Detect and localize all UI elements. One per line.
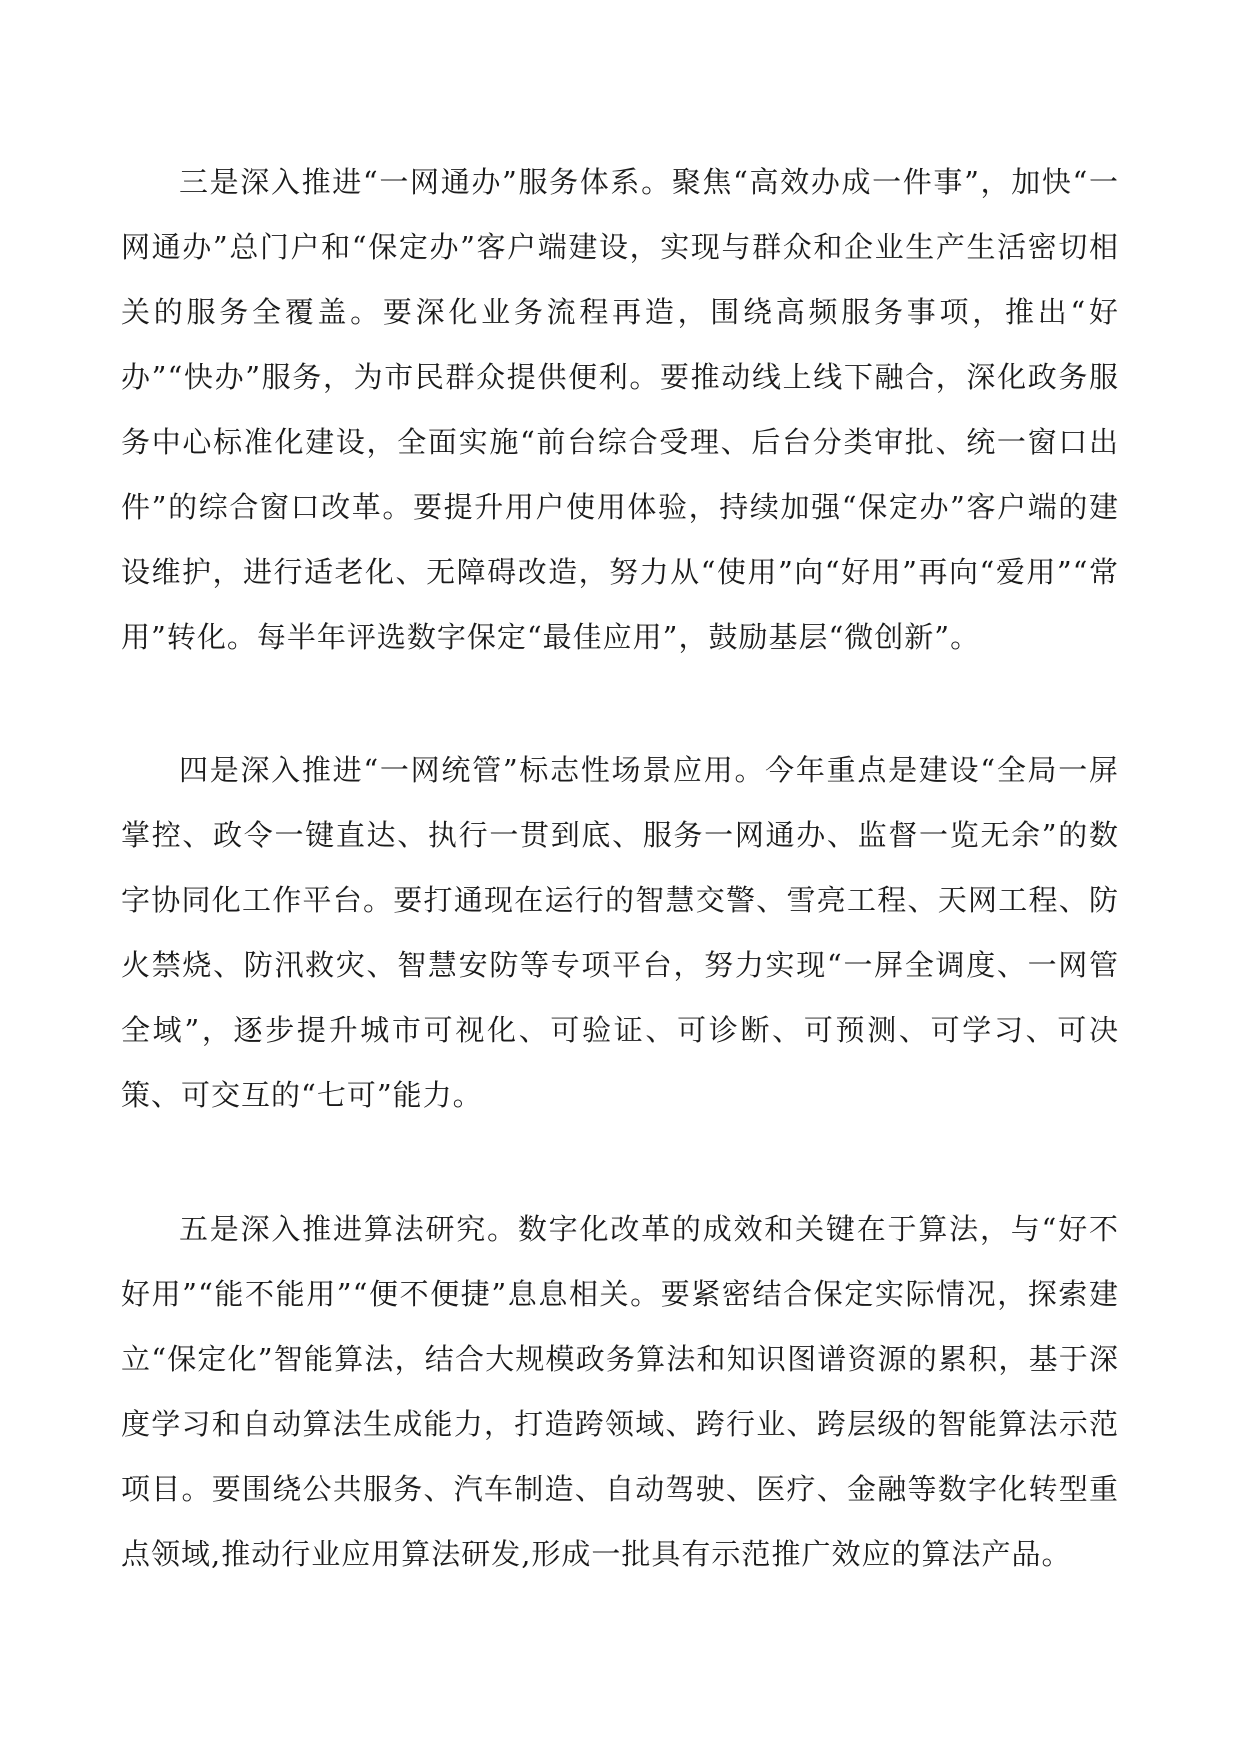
paragraph-one-network-service: 三是深入推进“一网通办”服务体系。聚焦“高效办成一件事”，加快“一网通办”总门户和“保定办”客户端建设，实现与群众和企业生产生活密切相关的服务全覆盖。要深化业务流程再造，围绕高频服务事项，推出“好办”“快办”服务，为市民群众提供便利。要推动线上线下融合，深化政务服务中心标准化建设，全面实施“前台综合受理、后台分类审批、统一窗口出件”的综合窗口改革。要提升用户使用体验，持续加强“保定办”客户端的建设维护，进行适老化、无障碍改造，努力从“使用”向“好用”再向“爱用”“常用”转化。每半年评选数字保定“最佳应用”，鼓励基层“微创新”。 [121,165,1119,654]
paragraph-one-network-management: 四是深入推进“一网统管”标志性场景应用。今年重点是建设“全局一屏掌控、政令一键直达、执行一贯到底、服务一网通办、监督一览无余”的数字协同化工作平台。要打通现在运行的智慧交警、雪亮工程、天网工程、防火禁烧、防汛救灾、智慧安防等专项平台，努力实现“一屏全调度、一网管全域”，逐步提升城市可视化、可验证、可诊断、可预测、可学习、可决策、可交互的“七可”能力。 [121,753,1119,1112]
paragraph-algorithm-research: 五是深入推进算法研究。数字化改革的成效和关键在于算法，与“好不好用”“能不能用”“便不便捷”息息相关。要紧密结合保定实际情况，探索建立“保定化”智能算法，结合大规模政务算法和知识图谱资源的累积，基于深度学习和自动算法生成能力，打造跨领域、跨行业、跨层级的智能算法示范项目。要围绕公共服务、汽车制造、自动驾驶、医疗、金融等数字化转型重点领域,推动行业应用算法研发,形成一批具有示范推广效应的算法产品。 [121,1212,1119,1571]
